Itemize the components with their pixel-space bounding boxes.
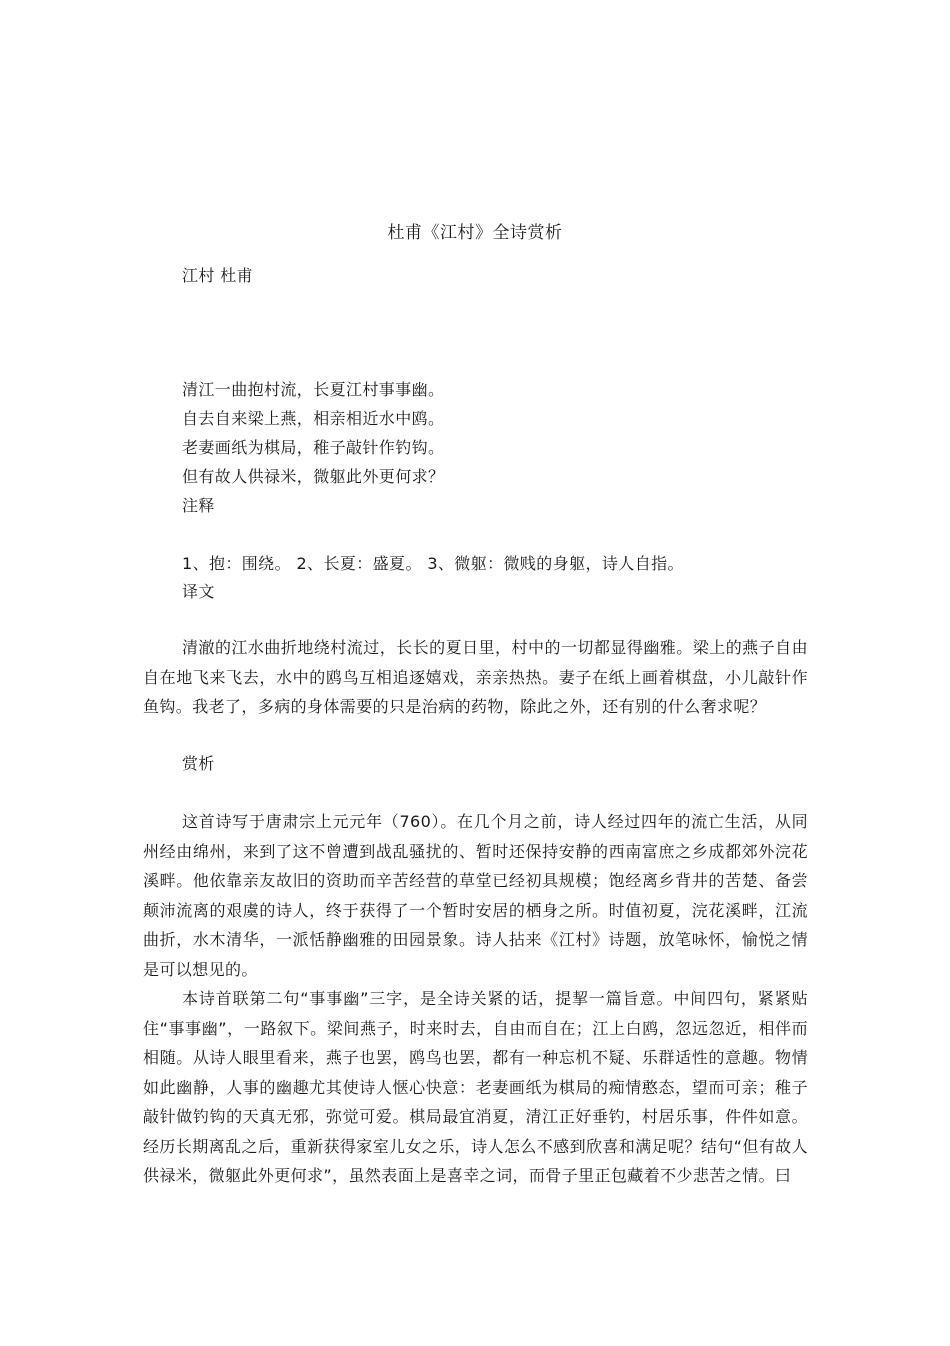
page-title: 杜甫《江村》全诗赏析 <box>387 223 563 243</box>
translation-paragraph: 清澈的江水曲折地绕村流过，长长的夏日里，村中的一切都显得幽雅。梁上的燕子自由自在地飞来飞去，水中的鸥鸟互相追逐嬉戏，亲亲热热。妻子在纸上画着棋盘，小儿敲针作鱼钩。我老了，多病的身体需要的只是治病的药物，除此之外，还有别的什么奢求呢？ <box>143 638 808 716</box>
translation-heading: 译文 <box>182 582 215 601</box>
analysis-paragraph-1: 这首诗写于唐肃宗上元元年（760）。在几个月之前，诗人经过四年的流亡生活，从同州经由绵州，来到了这不曾遭到战乱骚扰的、暂时还保持安静的西南富庶之乡成都郊外浣花溪畔。他依靠亲友故旧的资助而辛苦经营的草堂已经初具规模；饱经离乡背井的苦楚、备尝颠沛流离的艰虞的诗人，终于获得了一个暂时安居的栖身之所。时值初夏，浣花溪畔，江流曲折，水木清华，一派恬静幽雅的田园景象。诗人拈来《江村》诗题，放笔咏怀，愉悦之情是可以想见的。 <box>143 812 808 979</box>
poem-byline: 江村 杜甫 <box>182 266 254 285</box>
notes-text: 1、抱：围绕。 2、长夏：盛夏。 3、微躯：微贱的身躯，诗人自指。 <box>182 554 684 573</box>
analysis-paragraph-2: 本诗首联第二句“事事幽”三字，是全诗关紧的话，提挈一篇旨意。中间四句，紧紧贴住“事事幽”，一路叙下。梁间燕子，时来时去，自由而自在；江上白鸥，忽远忽近，相伴而相随。从诗人眼里看来，燕子也罢，鸥鸟也罢，都有一种忘机不疑、乐群适性的意趣。物情如此幽静，人事的幽趣尤其使诗人惬心快意：老妻画纸为棋局的痴情憨态，望而可亲；稚子敲针做钓钩的天真无邪，弥觉可爱。棋局最宜消夏，清江正好垂钓，村居乐事，件件如意。经历长期离乱之后，重新获得家室儿女之乐，诗人怎么不感到欣喜和满足呢？结句“但有故人供禄米，微躯此外更何求”，虽然表面上是喜幸之词，而骨子里正包藏着不少悲苦之情。曰 <box>143 989 808 1185</box>
analysis-heading: 赏析 <box>182 754 215 773</box>
poem-line-2: 自去自来梁上燕，相亲相近水中鸥。 <box>182 409 445 428</box>
poem-line-3: 老妻画纸为棋局，稚子敲针作钓钩。 <box>182 438 445 457</box>
poem-line-4: 但有故人供禄米，微躯此外更何求？ <box>182 467 445 486</box>
poem-line-1: 清江一曲抱村流，长夏江村事事幽。 <box>182 380 445 399</box>
notes-heading: 注释 <box>182 496 215 515</box>
